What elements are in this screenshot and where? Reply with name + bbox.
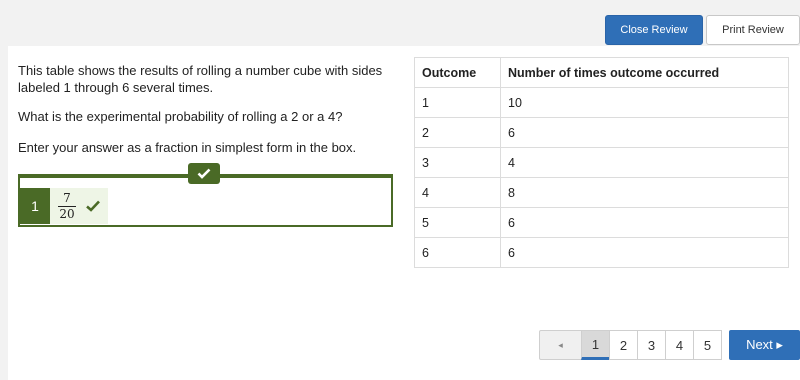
pagination <box>539 330 722 360</box>
outcomes-table <box>414 57 789 268</box>
cell-count: 6 <box>501 118 789 148</box>
question-prompt: What is the experimental probability of rolling a 2 or a 4? <box>18 109 343 124</box>
cell-outcome: 6 <box>415 238 501 268</box>
prev-page-button[interactable]: ◂ <box>539 330 582 360</box>
table-row <box>415 208 789 238</box>
question-instructions: Enter your answer as a fraction in simplest form in the box. <box>18 140 357 155</box>
cell-count: 10 <box>501 88 789 118</box>
header-count: Number of times outcome occurred <box>501 58 789 88</box>
page-4-button[interactable]: 4 <box>665 330 694 360</box>
cell-count: 8 <box>501 178 789 208</box>
cell-outcome: 1 <box>415 88 501 118</box>
table-row <box>415 178 789 208</box>
answer-fraction <box>58 192 76 221</box>
table-row <box>415 118 789 148</box>
table-row <box>415 88 789 118</box>
cell-outcome: 5 <box>415 208 501 238</box>
next-button[interactable]: Next ▸ <box>729 330 800 360</box>
page-5-button[interactable]: 5 <box>693 330 722 360</box>
correct-check-tab <box>188 163 220 184</box>
print-review-button[interactable]: Print Review <box>706 15 800 45</box>
response-number: 1 <box>20 188 50 224</box>
response-entry <box>20 188 108 224</box>
page-3-button[interactable]: 3 <box>637 330 666 360</box>
question-panel <box>8 46 800 380</box>
check-icon <box>197 168 211 179</box>
cell-outcome: 4 <box>415 178 501 208</box>
cell-count: 4 <box>501 148 789 178</box>
cell-outcome: 3 <box>415 148 501 178</box>
fraction-denominator: 20 <box>59 206 75 221</box>
close-review-button[interactable]: Close Review <box>605 15 703 45</box>
cell-count: 6 <box>501 208 789 238</box>
check-icon <box>86 200 100 212</box>
table-row <box>415 238 789 268</box>
response-value <box>50 188 108 224</box>
page-2-button[interactable]: 2 <box>609 330 638 360</box>
table-row <box>415 148 789 178</box>
cell-outcome: 2 <box>415 118 501 148</box>
cell-count: 6 <box>501 238 789 268</box>
header-outcome: Outcome <box>415 58 501 88</box>
page-1-button[interactable]: 1 <box>581 330 610 360</box>
table-header-row <box>415 58 789 88</box>
fraction-numerator: 7 <box>63 190 71 205</box>
top-toolbar <box>0 0 800 46</box>
question-intro: This table shows the results of rolling a number cube with sides labeled 1 through 6 several times. <box>18 63 383 95</box>
